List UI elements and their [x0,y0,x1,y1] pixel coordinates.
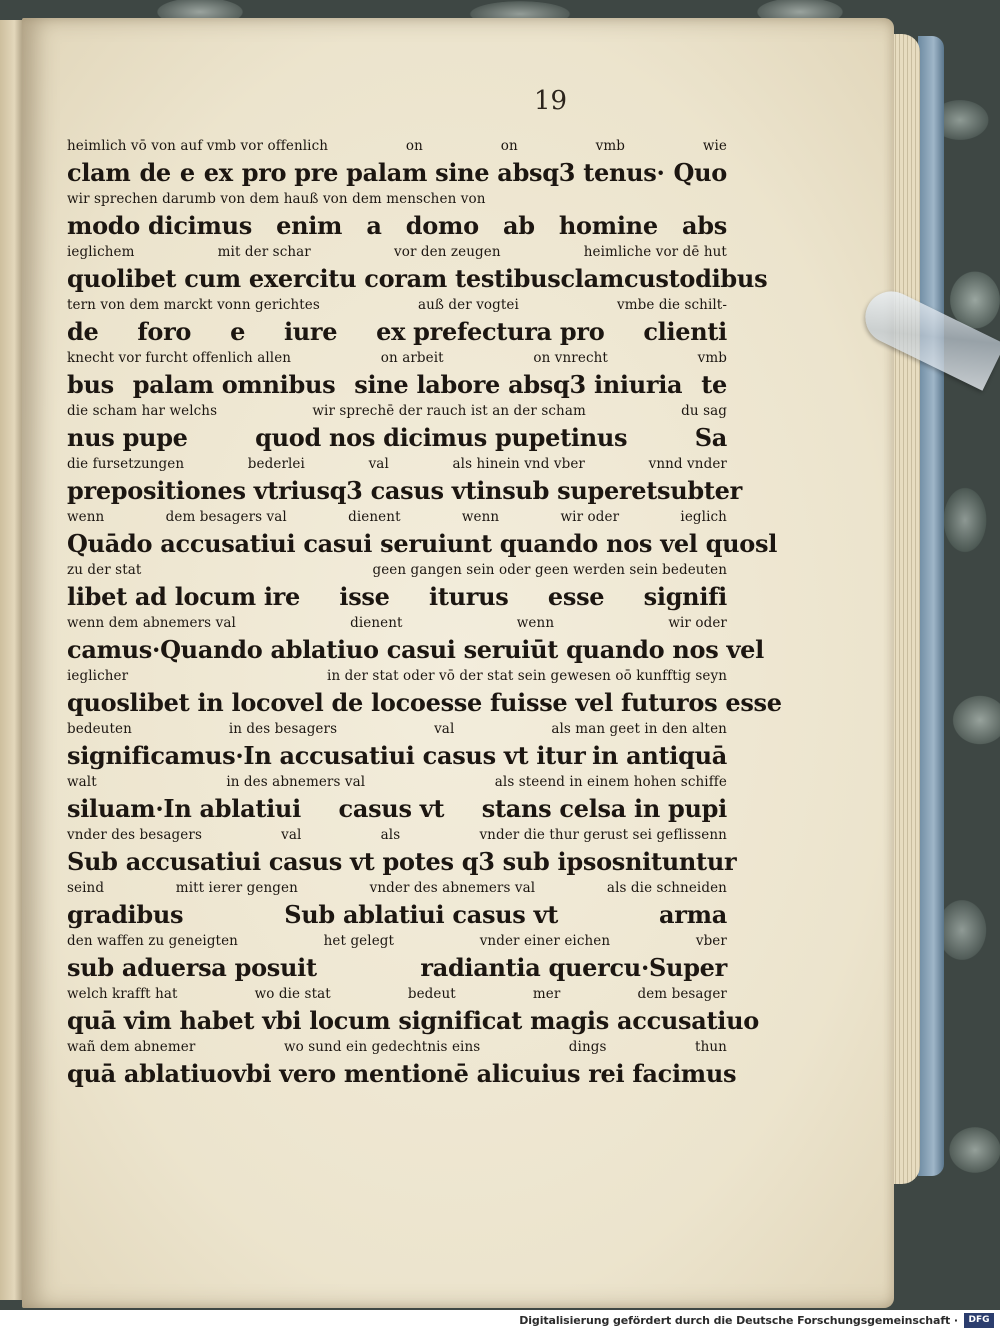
text-segment: in des besagers [228,721,338,737]
text-segment: geen gangen sein oder geen werden sein bedeuten [372,562,727,578]
text-segment: prepositiones vtriusq3 casus vt [67,476,477,505]
text-segment: clam [560,264,624,293]
text-segment: quā ablatiuo [67,1059,233,1088]
text-segment: foro [137,317,192,346]
text-segment: arma [659,900,727,929]
text-segment: bedeuten [67,721,132,737]
latin-text-line [67,209,727,242]
text-segment: bus [67,370,114,399]
latin-text-line [67,580,727,613]
text-segment: sine labore absq3 iniuria [354,370,683,399]
text-segment: ex [203,158,233,187]
text-segment: enim [276,211,343,240]
latin-text-line [67,792,727,825]
gloss-text-line [67,507,727,527]
text-segment: wie [702,138,727,154]
text-segment: nituntur [625,847,737,876]
text-segment: knecht vor furcht offenlich allen [67,350,292,366]
text-segment: domo [405,211,479,240]
text-segment: Sub ablatiui casus vt [284,900,559,929]
gloss-text-line [67,401,727,421]
text-segment: esse [547,582,605,611]
text-segment: zu der stat [67,562,142,578]
text-segment: Sa [694,423,727,452]
latin-text-line [67,421,727,454]
text-segment: vber [695,933,727,949]
dfg-logo-icon: DFG [964,1313,994,1328]
text-segment: vnder die thur gerust sei geflissenn [479,827,727,843]
text-segment: vbi vero mentionē alicuius rei facimus [232,1059,737,1088]
text-segment: ex prefectura pro [376,317,605,346]
text-segment: vor den zeugen [393,244,501,260]
text-segment: iturus [429,582,509,611]
gloss-text-line [67,189,727,209]
text-segment: wir sprechē der rauch ist an der scham [312,403,586,419]
text-segment: stans celsa in pupi [481,794,727,823]
text-segment: Sub accusatiui casus vt potes q3 sub ipsos [67,847,625,876]
text-segment: quod nos dicimus pupetinus [255,423,628,452]
text-segment: tern von dem marckt vonn gerichtes [67,297,320,313]
text-segment: heimliche vor dē hut [583,244,727,260]
gloss-text-line [67,772,727,792]
latin-text-line [67,474,742,507]
text-segment: wañ dem abnemer [67,1039,196,1055]
text-segment: mit der schar [217,244,311,260]
text-segment: welch krafft hat [67,986,178,1002]
text-segment: mitt ierer gengen [175,880,298,896]
text-segment: iure [283,317,338,346]
text-segment: a [366,211,382,240]
text-segment: dienent [350,615,403,631]
text-segment: homine [558,211,658,240]
text-segment: walt [67,774,97,790]
gloss-text-line [67,136,727,156]
gloss-text-line [67,825,727,845]
text-segment: vmb [697,350,727,366]
latin-text-line [67,898,727,931]
text-segment: gradibus [67,900,184,929]
text-segment: quolibet cum exercitu coram testibus [67,264,561,293]
text-segment: wir oder [560,509,620,525]
book-page [22,18,894,1308]
latin-text-line [67,368,727,401]
text-segment: wenn [461,509,500,525]
text-segment: Quo [673,158,727,187]
text-segment: clam [67,158,131,187]
text-segment: den waffen zu geneigten [67,933,238,949]
text-segment: de [67,317,99,346]
text-segment: die fursetzungen [67,456,185,472]
gloss-text-line [67,295,727,315]
text-segment: wo sund ein gedechtnis eins [283,1039,481,1055]
latin-text-line [67,262,768,295]
text-segment: vnder des abnemers val [369,880,536,896]
cover-board-edge [918,36,944,1176]
text-segment: siluam·In ablatiui [67,794,301,823]
gloss-text-line [67,560,727,580]
text-segment: et [631,476,658,505]
text-segment: in antiquā [592,741,727,770]
text-segment: pro pre palam sine absq3 tenus· [241,158,665,187]
text-segment: in [476,476,503,505]
text-segment: quoslibet in loco [67,688,287,717]
text-segment: auß der vogtei [417,297,519,313]
text-segment: on vnrecht [533,350,608,366]
text-segment: te [701,370,727,399]
text-segment: ieglich [680,509,727,525]
text-segment: wir sprechen darumb von dem hauß von dem menschen von [67,191,486,207]
text-segment: on [405,138,423,154]
text-segment: heimlich vō von auf vmb vor offenlich [67,138,329,154]
text-segment: ab [502,211,535,240]
text-segment: vnder einer eichen [479,933,611,949]
text-segment: vnder des besagers [67,827,202,843]
latin-text-line [67,1057,737,1090]
latin-text-line [67,951,727,984]
text-segment: palam omnibus [132,370,336,399]
text-segment: val [281,827,302,843]
text-segment: significamus·In accusatiui casus vt itur [67,741,586,770]
text-segment: wo die stat [254,986,331,1002]
text-segment: val [434,721,455,737]
funding-credit: Digitalisierung gefördert durch die Deutsche Forschungsgemeinschaft · [519,1314,958,1327]
text-segment: sub super [502,476,632,505]
text-segment: bedeut [407,986,456,1002]
gloss-text-line [67,1037,727,1057]
text-segment: wenn [67,509,105,525]
gloss-text-line [67,984,727,1004]
gloss-text-line [67,454,727,474]
text-segment: in des abnemers val [226,774,366,790]
latin-text-line [67,1004,759,1037]
text-segment: abs [681,211,727,240]
text-segment: quā vim habet vbi locum significat magis accusatiuo [67,1006,759,1035]
latin-text-line [67,156,727,189]
text-segment: radiantia quercu·Super [420,953,727,982]
gloss-text-line [67,666,727,686]
gloss-text-line [67,719,727,739]
latin-text-line [67,527,778,560]
text-segment: casus vt [338,794,445,823]
folio-number: 19 [534,86,568,116]
text-segment: dem besager [637,986,727,1002]
gloss-text-line [67,613,727,633]
text-segment: dienent [348,509,401,525]
gloss-text-line [67,931,727,951]
latin-text-line [67,315,727,348]
text-segment: in der stat oder vō der stat sein gewesen oō kunfftig seyn [327,668,727,684]
text-segment: val [368,456,389,472]
text-segment: wenn dem abnemers val [67,615,236,631]
latin-text-line [67,686,782,719]
text-segment: libet ad locum ire [67,582,300,611]
text-segment: wir oder [668,615,727,631]
text-segment: bederlei [247,456,305,472]
text-segment: als steend in einem hohen schiffe [494,774,727,790]
text-segment: de [139,158,171,187]
latin-text-line [67,739,727,772]
text-segment: e [179,158,195,187]
text-segment: subter [657,476,742,505]
gloss-text-line [67,348,727,368]
text-segment: vnnd vnder [648,456,727,472]
text-segment: on arbeit [380,350,444,366]
text-segment: mer [532,986,561,1002]
text-segment: ieglicher [67,668,129,684]
text-segment: signifi [643,582,727,611]
text-segment: dings [568,1039,607,1055]
text-segment: vmbe die schilt- [616,297,727,313]
text-segment: wenn [516,615,555,631]
text-segment: nus pupe [67,423,188,452]
text-segment: isse [339,582,390,611]
text-segment: e [230,317,246,346]
text-segment: seind [67,880,105,896]
text-segment: als [380,827,401,843]
text-segment: thun [695,1039,727,1055]
text-segment: clienti [643,317,727,346]
latin-text-line [67,845,737,878]
text-segment: ieglichem [67,244,135,260]
text-segment: vel de loco [286,688,426,717]
text-segment: custodibus [623,264,768,293]
text-segment: die scham har welchs [67,403,218,419]
latin-text-line [67,633,764,666]
text-segment: modo dicimus [67,211,252,240]
text-segment: esse fuisse vel futuros esse [425,688,782,717]
text-segment: als hinein vnd vber [452,456,585,472]
text-segment: camus·Quando ablatiuo casui seruiūt quando nos vel [67,635,764,664]
footer-bar [0,1310,1000,1333]
gloss-text-line [67,878,727,898]
text-segment: sub aduersa posuit [67,953,317,982]
gloss-text-line [67,242,727,262]
text-block [67,136,782,1090]
text-segment: het gelegt [323,933,395,949]
text-segment: als man geet in den alten [551,721,727,737]
text-segment: dem besagers val [165,509,287,525]
text-segment: on [500,138,518,154]
text-segment: Quādo accusatiui casui seruiunt quando nos vel quosl [67,529,778,558]
text-segment: als die schneiden [606,880,727,896]
text-segment: du sag [681,403,727,419]
text-segment: vmb [595,138,625,154]
